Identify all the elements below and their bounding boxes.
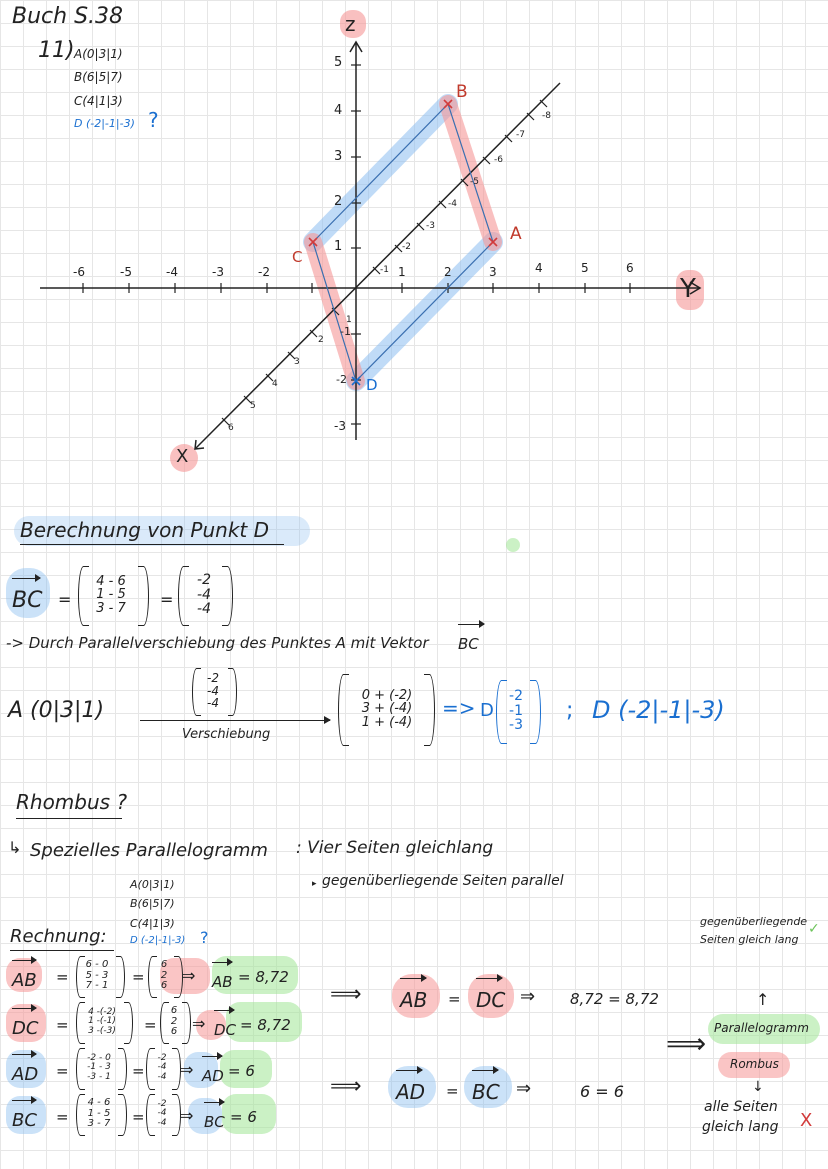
row-bc-result: -2 -4 -4 (157, 1098, 167, 1128)
row-ad-vec: AD (12, 1054, 38, 1085)
point-a-label: A (0|3|1) (8, 698, 105, 723)
conclusion-opp-2: Seiten gleich lang (700, 933, 799, 946)
calc-question-mark: ? (200, 928, 209, 947)
row-ab-terms: 6 - 0 5 - 3 7 - 1 (85, 959, 109, 992)
cmp2-b: BC (472, 1070, 500, 1104)
d-result: D (-2|-1|-3) (592, 696, 725, 724)
conclusion-all-2: gleich lang (702, 1119, 779, 1135)
cmp2-value: 6 = 6 (580, 1082, 624, 1101)
cross-mark: X (800, 1110, 813, 1131)
semicolon: ; (566, 698, 574, 723)
sub-arrow: ↳ (8, 838, 22, 857)
green-dot (506, 538, 520, 552)
shift-vector: -2 -4 -4 (207, 671, 219, 711)
graph-label-c: C (292, 248, 303, 266)
calc-point-d: D (-2|-1|-3) (130, 935, 186, 946)
graph-label-a: A (510, 224, 522, 244)
row-bc-length: = 6 (230, 1108, 257, 1126)
calc-heading: Rechnung: (10, 926, 107, 947)
y-axis-label: Y (680, 274, 696, 304)
implies-conclusion: ⟹ (666, 1027, 707, 1060)
calc-point-b: B(6|5|7) (130, 897, 175, 910)
calc-point-a: A(0|3|1) (130, 878, 175, 891)
conclusion-parallelogram: Parallelogramm (714, 1021, 809, 1035)
calc-point-c: C(4|1|3) (130, 917, 175, 930)
task-number: 11) (38, 38, 75, 63)
bc-terms: 4 - 6 1 - 5 3 - 7 (96, 573, 126, 616)
bc-result: -2 -4 -4 (197, 571, 211, 618)
question-mark: ? (148, 108, 159, 132)
cmp1-a: AB (400, 978, 427, 1012)
row-dc-vec: DC (12, 1008, 38, 1039)
conclusion-opp-1: gegenüberliegende (700, 915, 808, 928)
point-b-coords: B(6|5|7) (74, 70, 123, 84)
shift-note: -> Durch Parallelverschiebung des Punktes A mit Vektor (6, 634, 429, 652)
shift-label: Verschiebung (182, 727, 271, 742)
implies-cmp-2: ⟹ (330, 1074, 362, 1099)
row-ad-length: = 6 (228, 1062, 255, 1080)
rhombus-definition: Spezielles Parallelogramm (30, 840, 268, 861)
book-reference: Buch S.38 (12, 4, 124, 29)
rhombus-prop-1: : Vier Seiten gleichlang (296, 838, 494, 858)
note-vector-bc: BC (458, 624, 484, 653)
calc-underline (10, 950, 114, 951)
coordinate-graph (0, 0, 828, 480)
implies-cmp-1: ⟹ (330, 982, 362, 1007)
equals-2: = (160, 590, 174, 609)
cmp2-a: AD (396, 1070, 425, 1104)
row-dc-result: 6 2 6 (170, 1005, 178, 1038)
row-ab-vec: AB (12, 960, 37, 991)
d-letter: D (480, 700, 494, 721)
row-dc-length: = 8,72 (240, 1016, 291, 1034)
point-d-coords: D (-2|-1|-3) (74, 117, 135, 130)
rhombus-prop-2: gegenüberliegende Seiten parallel (322, 873, 564, 889)
row-bc-terms: 4 - 6 1 - 5 3 - 7 (87, 1097, 111, 1130)
shift-arrow-head (324, 716, 331, 724)
point-c-coords: C(4|1|3) (74, 94, 123, 108)
x-axis-label: X (176, 446, 189, 467)
row-bc-vec: BC (12, 1100, 37, 1131)
rhombus-question: Rhombus ? (16, 790, 128, 814)
cmp1-value: 8,72 = 8,72 (570, 990, 659, 1008)
d-vector: -2 -1 -3 (509, 687, 523, 734)
heading-underline (20, 544, 284, 545)
rhombus-underline (16, 818, 122, 819)
row-dc-terms: 4 -(-2) 1 -(-1) 3 -(-3) (88, 1006, 116, 1036)
graph-label-b: B (456, 82, 468, 102)
conclusion-rhombus: Rombus (730, 1057, 779, 1071)
row-ad-result: -2 -4 -4 (157, 1052, 167, 1082)
cmp1-b: DC (476, 978, 505, 1012)
calc-d-heading: Berechnung von Punkt D (20, 518, 270, 542)
row-ad-terms: -2 - 0 -1 - 3 -3 - 1 (87, 1052, 111, 1082)
sum-terms: 0 + (-2) 3 + (-4) 1 + (-4) (361, 687, 413, 730)
z-axis-label: z (345, 12, 356, 36)
vector-bc: BC (12, 578, 42, 613)
shift-arrow-line (140, 720, 330, 721)
conclusion-all-1: alle Seiten (704, 1099, 778, 1115)
row-ab-result: 6 2 6 (160, 959, 168, 992)
x-ticks (222, 100, 547, 425)
down-arrow: ↓ (752, 1079, 764, 1095)
up-arrow: ↑ (756, 990, 770, 1009)
x-axis (195, 83, 560, 449)
equals-1: = (58, 590, 72, 609)
graph-label-d: D (366, 376, 378, 394)
check-mark: ✓ (808, 921, 820, 937)
implies-1: => (442, 696, 476, 720)
row-ab-length: = 8,72 (238, 968, 289, 986)
point-a-coords: A(0|3|1) (74, 47, 123, 61)
